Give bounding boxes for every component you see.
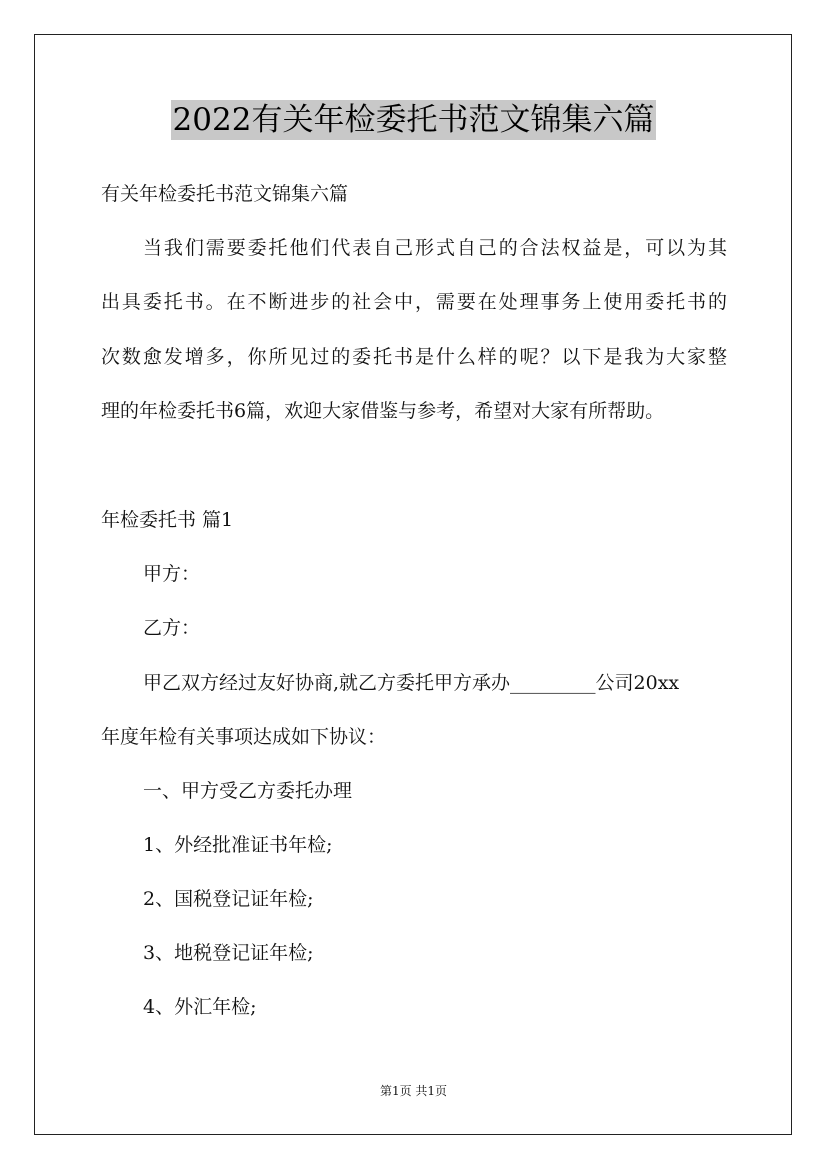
agreement-line-2: 年度年检有关事项达成如下协议： xyxy=(101,726,387,748)
list-item: 4、外汇年检; xyxy=(143,996,257,1018)
agreement-line-1: 甲乙双方经过友好协商,就乙方委托甲方承办_________公司20xx xyxy=(143,672,680,694)
party-a-label: 甲方： xyxy=(143,563,201,585)
intro-line-2: 出具委托书。在不断进步的社会中，需要在处理事务上使用委托书的 xyxy=(101,291,727,313)
clause-heading: 一、甲方受乙方委托办理 xyxy=(143,780,353,802)
list-item: 1、外经批准证书年检; xyxy=(143,834,333,856)
document-subtitle: 有关年检委托书范文锦集六篇 xyxy=(101,183,349,205)
page-number-footer: 第1页 共1页 xyxy=(379,1084,448,1098)
list-item: 3、地税登记证年检; xyxy=(143,942,314,964)
section-heading: 年检委托书 篇1 xyxy=(101,509,234,531)
intro-line-4: 理的年检委托书6篇，欢迎大家借鉴与参考，希望对大家有所帮助。 xyxy=(101,400,665,422)
party-b-label: 乙方： xyxy=(143,617,201,639)
list-item: 2、国税登记证年检; xyxy=(143,888,314,910)
intro-line-3: 次数愈发增多，你所见过的委托书是什么样的呢？以下是我为大家整 xyxy=(101,346,727,368)
title-container xyxy=(0,100,827,140)
intro-line-1: 当我们需要委托他们代表自己形式自己的合法权益是，可以为其 xyxy=(143,237,727,259)
document-title: 2022有关年检委托书范文锦集六篇 xyxy=(172,102,655,138)
